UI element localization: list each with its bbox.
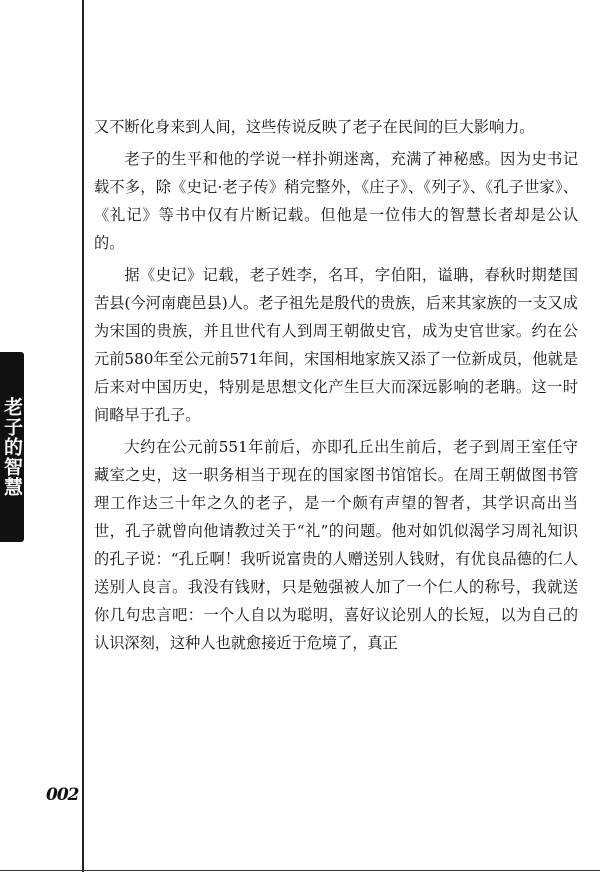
side-book-title: 老子的智慧 <box>0 352 24 542</box>
body-text <box>94 113 578 661</box>
paragraph-continuation: 又不断化身来到人间，这些传说反映了老子在民间的巨大影响力。 <box>94 118 535 136</box>
paragraph-shiji-record: 据《史记》记载，老子姓李，名耳，字伯阳，谥聃，春秋时期楚国苦县(今河南鹿邑县)人。老子祖先是殷代的贵族，后来其家族的一支又成为宋国的贵族，并且世代有人到周王朝做史官，成为史官世家。约在公元前580年至公元前571年间，宋国相地家族又添了一位新成员，他就是后来对中国历史，特别是思想文化产生巨大而深远影响的老聃。这一时间略早于孔子。 <box>94 266 578 424</box>
page-number: 002 <box>46 785 79 805</box>
paragraph-archivist: 大约在公元前551年前后，亦即孔丘出生前后，老子到周王室任守藏室之史，这一职务相当于现在的国家图书馆馆长。在周王朝做图书管理工作达三十年之久的老子，是一个颇有声望的智者，其学识高出当世，孔子就曾向他请教过关于“礼”的问题。他对如饥似渴学习周礼知识的孔子说：“孔丘啊！我听说富贵的人赠送别人钱财，有优良品德的仁人送别人良言。我没有钱财，只是勉强被人加了一个仁人的称号，我就送你几句忠言吧：一个人自以为聪明，喜好议论别人的长短，以为自己的认识深刻，这种人也就愈接近于危境了，真正 <box>94 438 578 652</box>
bottom-rule <box>0 870 600 871</box>
margin-rule <box>82 0 84 872</box>
paragraph-life-and-doctrine: 老子的生平和他的学说一样扑朔迷离，充满了神秘感。因为史书记载不多，除《史记·老子传》稍完整外，《庄子》、《列子》、《孔子世家》、《礼记》等书中仅有片断记载。但他是一位伟大的智慧长者却是公认的。 <box>94 150 578 252</box>
